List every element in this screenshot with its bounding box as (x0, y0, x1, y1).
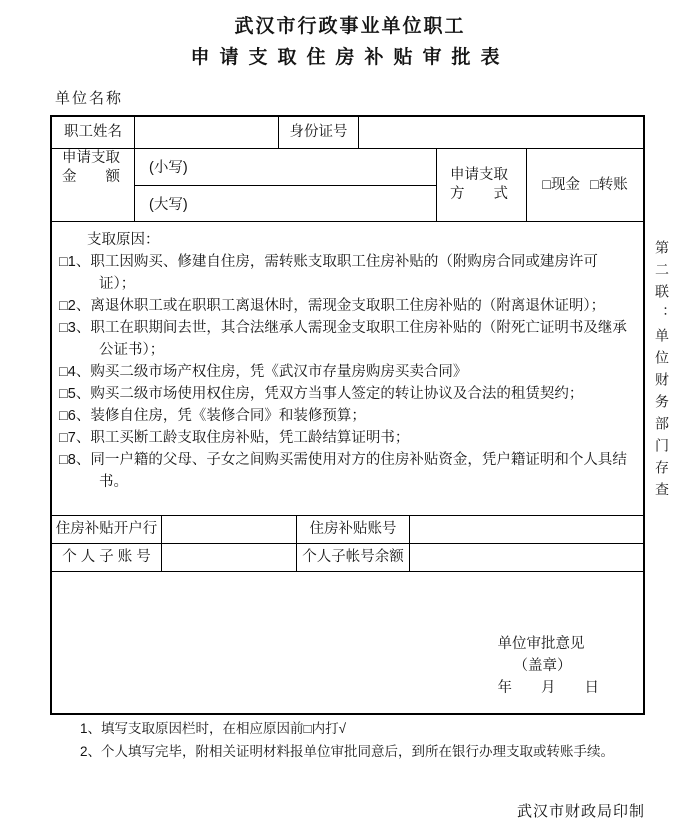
approval-block (498, 633, 600, 699)
reason-item-1: □1、职工因购买、修建自住房，需转账支取职工住房补贴的（附购房合同或建房许可证）； (59, 254, 598, 292)
footnotes (80, 717, 680, 763)
payment-method-options (527, 149, 643, 221)
approval-date-line: 年 月 日 (497, 680, 599, 696)
sub-account-row (52, 544, 643, 572)
withdrawal-reasons-section (52, 222, 643, 516)
employee-name-label: 职工姓名 (52, 117, 135, 148)
subsidy-account-label: 住房补贴账号 (297, 516, 410, 543)
printer-credit: 武汉市财政局印制 (516, 803, 645, 820)
amount-label-line2: 金 额 (62, 168, 120, 185)
subaccount-balance-label: 个人子帐号余额 (297, 544, 410, 571)
copy-designation-side-note: 第二联：单位财务部门存查 (654, 240, 670, 504)
reasons-header: 支取原因： (87, 232, 160, 248)
subaccount-balance-field (410, 544, 643, 571)
personal-subaccount-label: 个 人 子 账 号 (52, 544, 162, 571)
reason-item-8: □8、同一户籍的父母、子女之间购买需使用对方的住房补贴资金，凭户籍证明和个人具结书。 (59, 452, 627, 490)
id-number-label: 身份证号 (279, 117, 359, 148)
unit-name-label: 单位名称 (55, 90, 124, 107)
amount-label (52, 149, 135, 221)
reason-item-5: □5、购买二级市场使用权住房，凭双方当事人签定的转让协议及合法的租赁契约； (59, 386, 584, 402)
form-table (50, 115, 645, 715)
page-title-line1: 武汉市行政事业单位职工 (234, 16, 466, 37)
amount-lowercase-field (135, 149, 436, 186)
seal-note: （盖章） (513, 658, 572, 674)
reason-item-6: □6、装修自住房，凭《装修合同》和装修预算； (59, 408, 366, 424)
amount-entry-column (135, 149, 437, 221)
page-title-line2: 申请支取住房补贴审批表 (190, 47, 510, 68)
subsidy-bank-label: 住房补贴开户行 (52, 516, 162, 543)
bank-row (52, 516, 643, 544)
amount-row (52, 149, 643, 222)
id-number-field (359, 117, 643, 148)
transfer-checkbox-option: □转账 (590, 176, 628, 193)
footnote-1: 1、填写支取原因栏时，在相应原因前□内打√ (80, 721, 347, 736)
reason-item-3: □3、职工在职期间去世，其合法继承人需现金支取职工住房补贴的（附死亡证明书及继承公证书）； (59, 320, 627, 358)
payment-method-label-line2: 方 式 (450, 186, 508, 202)
amount-label-line1: 申请支取 (62, 150, 120, 166)
employee-row (52, 117, 643, 149)
employee-name-field (135, 117, 279, 148)
amount-uppercase-label: (大写) (149, 196, 188, 213)
reason-item-4: □4、购买二级市场产权住房，凭《武汉市存量房购房买卖合同》 (59, 364, 468, 380)
subsidy-bank-field (162, 516, 297, 543)
footnote-2: 2、个人填写完毕，附相关证明材料报单位审批同意后，到所在银行办理支取或转账手续。 (80, 744, 615, 759)
approval-title: 单位审批意见 (497, 636, 585, 652)
subsidy-account-field (410, 516, 643, 543)
cash-checkbox-option: □现金 (542, 176, 580, 193)
payment-method-label-line1: 申请支取 (450, 167, 508, 184)
reason-item-7: □7、职工买断工龄支取住房补贴，凭工龄结算证明书； (59, 430, 410, 446)
reason-item-2: □2、离退休职工或在职职工离退休时，需现金支取职工住房补贴的（附离退休证明）； (59, 298, 606, 314)
personal-subaccount-field (162, 544, 297, 571)
payment-method-label (437, 149, 527, 221)
amount-uppercase-field (135, 186, 436, 222)
approval-section (52, 572, 643, 713)
amount-lowercase-label: (小写) (149, 160, 188, 177)
